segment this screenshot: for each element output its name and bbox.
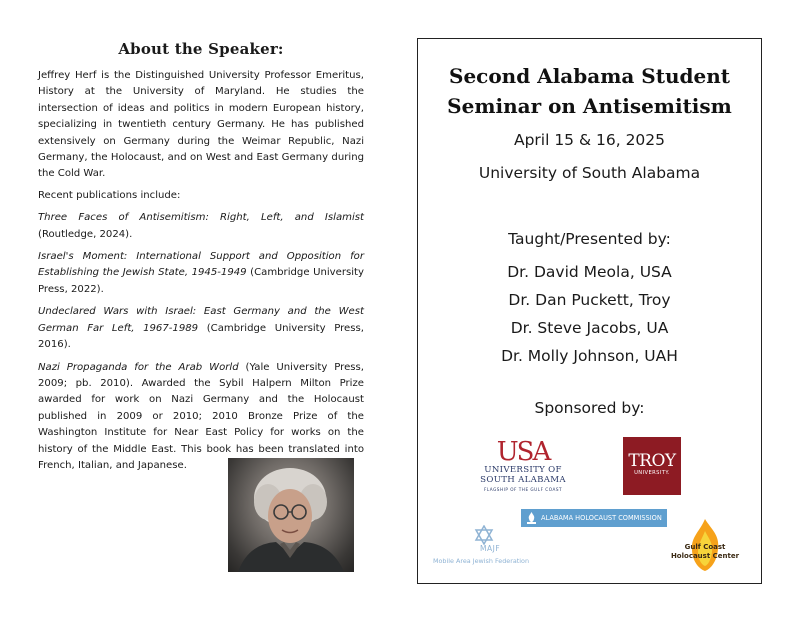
- usa-logo: [476, 439, 570, 492]
- star-of-david-icon: [474, 525, 494, 545]
- presenter-item: Dr. David Meola, USA: [507, 263, 672, 281]
- speaker-photo: [228, 458, 354, 572]
- ahc-logo: [521, 509, 667, 527]
- publication-item: [38, 210, 364, 243]
- publication-item: [38, 249, 364, 298]
- publication-title: Nazi Propaganda for the Arab World: [38, 361, 239, 373]
- speaker-heading: About the Speaker:: [118, 40, 284, 58]
- majf-abbr: MAJF: [480, 544, 501, 553]
- troy-logo: [623, 437, 681, 495]
- presenters-label: Taught/Presented by:: [508, 230, 671, 248]
- ahc-name: ALABAMA HOLOCAUST COMMISSION: [541, 514, 662, 522]
- publication-details: (Yale University Press, 2009; pb. 2010). Awarded the Sybil Halpern Milton Prize awarded for work on Nazi Germany and the Holocaust published in 2009 or 2010; 2010 Bronze Prize of the Washington Institute for Near East Policy for works on the history of the Middle East. This book has been translated into French, Italian, and Japanese.: [38, 361, 365, 471]
- brochure-cover: [417, 38, 762, 584]
- seminar-dates: April 15 & 16, 2025: [513, 131, 666, 149]
- majf-name: Mobile Area Jewish Federation: [433, 557, 529, 565]
- usa-mark: USA: [496, 437, 550, 467]
- presenter-item: Dr. Molly Johnson, UAH: [501, 347, 678, 365]
- speaker-section: [38, 40, 364, 480]
- presenter-item: Dr. Steve Jacobs, UA: [510, 319, 669, 337]
- troy-sub: UNIVERSITY.: [634, 470, 670, 476]
- speaker-portrait-icon: [228, 458, 354, 572]
- publication-details: (Routledge, 2024).: [38, 228, 133, 240]
- seminar-title-line2: Seminar on Antisemitism: [447, 94, 732, 118]
- presenter-item: Dr. Dan Puckett, Troy: [508, 291, 671, 309]
- publication-details: (Cambridge University Press, 2016).: [38, 322, 364, 351]
- usa-name-line2: SOUTH ALABAMA: [480, 475, 566, 485]
- publication-item: [38, 304, 364, 353]
- gulf-coast-line1: Gulf Coast: [684, 543, 726, 551]
- seminar-title-line1: Second Alabama Student: [449, 64, 730, 88]
- troy-name: TROY: [628, 451, 676, 471]
- publication-title: Three Faces of Antisemitism: Right, Left, and Islamist: [38, 212, 364, 224]
- gulf-coast-logo: [668, 517, 742, 573]
- publication-title: Israel's Moment: International Support and Opposition for Establishing the Jewish State, 1945-1949: [38, 251, 364, 279]
- flame-hands-icon: [526, 512, 537, 524]
- gulf-coast-line2: Holocaust Center: [670, 552, 740, 560]
- sponsors-label: Sponsored by:: [534, 399, 645, 417]
- speaker-bio: Jeffrey Herf is the Distinguished University Professor Emeritus, History at the University of Maryland. He studies the intersection of ideas and politics in modern European history, specializing in twentieth century Germany. He has published extensively on Germany during the Weimar Republic, Nazi Germany, the Holocaust, and on West and East Germany during the Cold War.: [38, 70, 364, 180]
- seminar-venue: University of South Alabama: [478, 164, 701, 182]
- presenters-list: [418, 258, 761, 370]
- usa-name-line1: UNIVERSITY OF: [484, 465, 562, 475]
- recent-publications-label: Recent publications include:: [38, 189, 181, 201]
- usa-tagline: FLAGSHIP OF THE GULF COAST: [483, 487, 563, 492]
- publication-details: (Cambridge University Press, 2022).: [38, 267, 364, 295]
- publication-title: Undeclared Wars with Israel: East Germany and the West German Far Left, 1967-1989: [38, 306, 364, 334]
- seminar-title: [418, 61, 761, 121]
